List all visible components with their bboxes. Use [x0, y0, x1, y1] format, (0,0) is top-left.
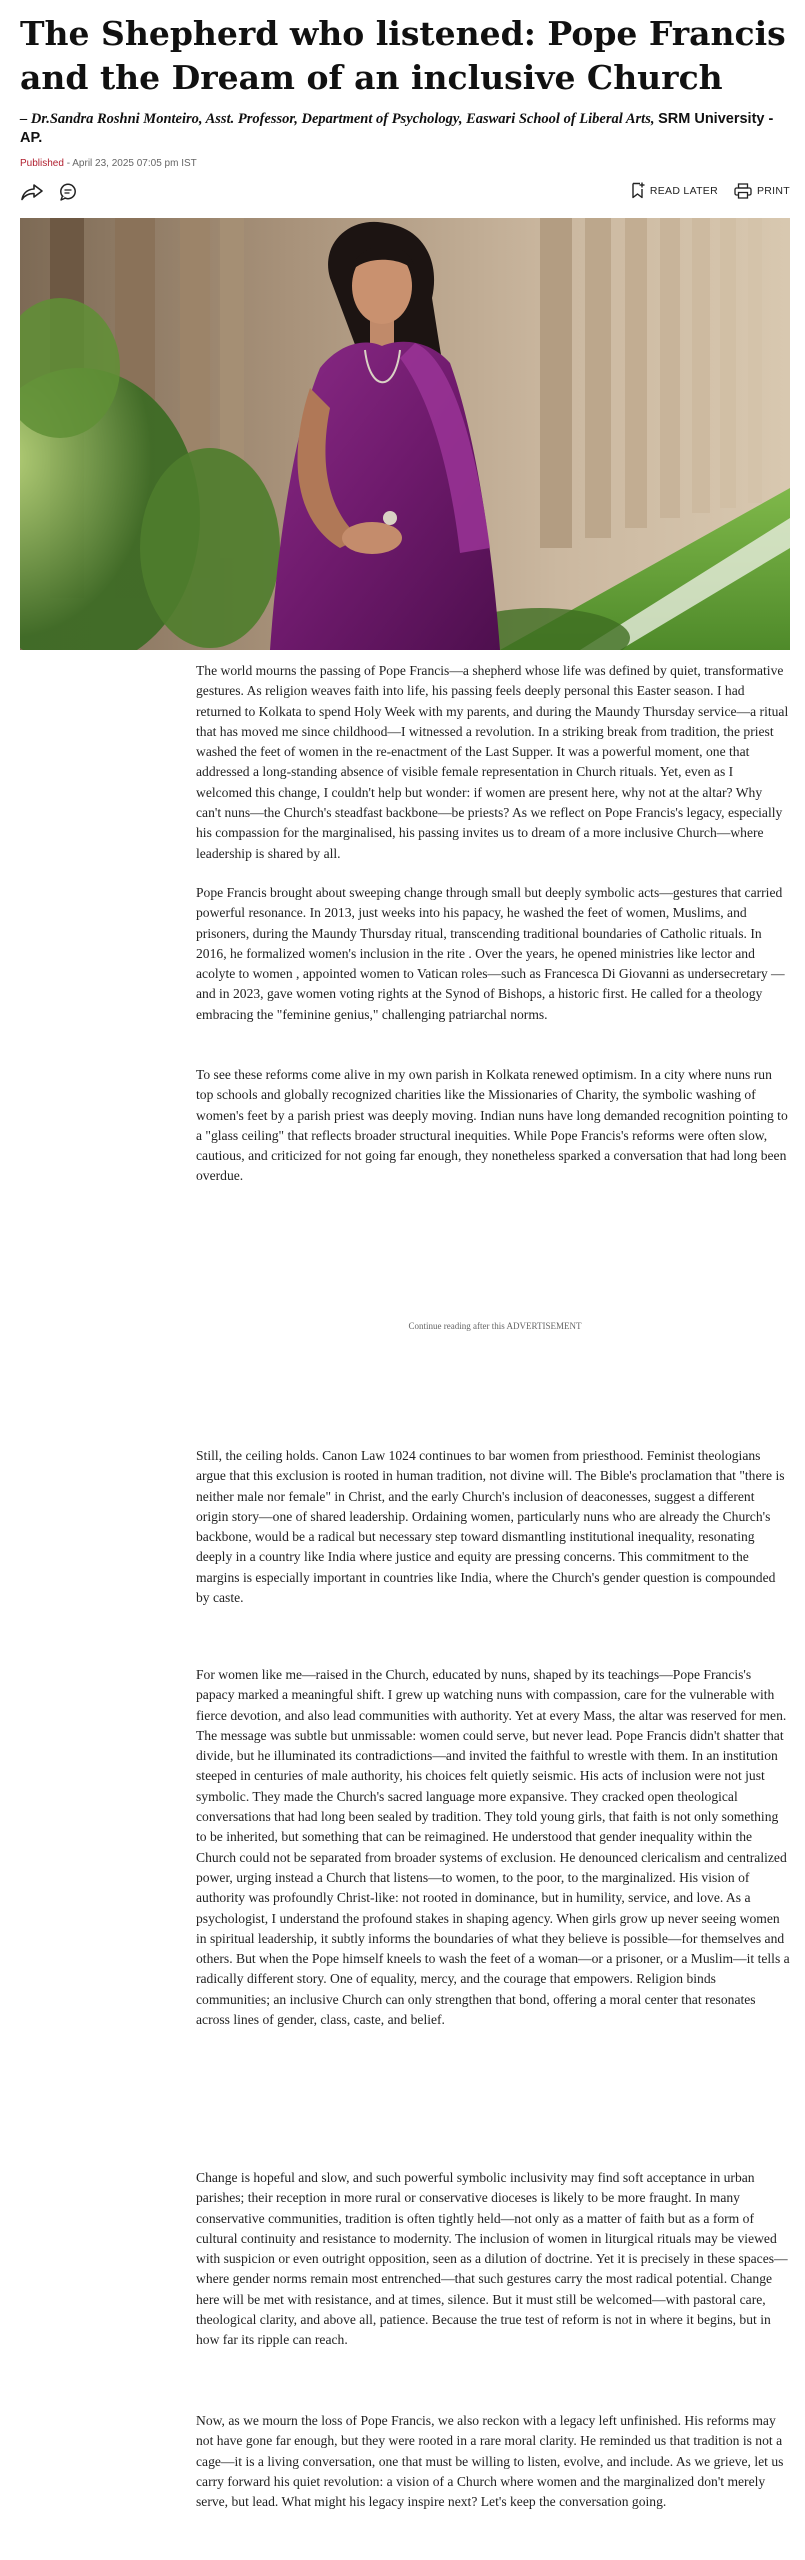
print-button[interactable]: [734, 183, 790, 199]
advertisement-slot: [196, 1338, 790, 1438]
paragraph-text: Change is hopeful and slow, and such powerful symbolic inclusivity may find soft acceptance in urban parishes; their reception in more rural or conservative dioceses is likely to be more fraught. In many conservative communities, tradition is often tightly held—not only as a matter of faith but as a form of cultural continuity and resistance to modernity. The inclusion of women in liturgical rituals may be viewed with suspicion or even outright opposition, seen as a dilution of doctrine. Yet it is precisely in these spaces—where gender norms remain most entrenched—that such gestures carry the most radical potential. Change here will be met with resistance, and at times, silence. But it must still be welcomed—with pastoral care, theological clarity, and above all, patience. Because the true test of reform is not in where it begins, but in how far its ripple can reach.: [196, 2170, 788, 2348]
published-dateline: [20, 158, 197, 169]
article-paragraph-7: [196, 2411, 790, 2512]
published-label: Published: [20, 158, 64, 169]
hero-photo-illustration: [20, 218, 790, 650]
share-icon[interactable]: [20, 183, 44, 201]
paragraph-text: The world mourns the passing of Pope Francis—a shepherd whose life was defined by quiet, transformative gestures. As religion weaves faith into life, his passing feels deeply personal this Easter season. I had returned to Kolkata to spend Holy Week with my parents, and during the Maundy Thursday service—a ritual that has moved me since childhood—I witnessed a revolution. In a striking break from tradition, the priest washed the feet of women in the re-enactment of the Last Supper. It was a powerful moment, one that addressed a long-standing absence of visible female representation in Church rituals. Yet, even as I welcomed this change, I couldn't help but wonder: if women are present here, why not at the altar? Why can't nuns—the Church's steadfast backbone—be priests? As we reflect on Pope Francis's legacy, especially his compassion for the marginalised, his passing invites us to dream of a more inclusive Church—where leadership is shared by all.: [196, 663, 789, 861]
bookmark-add-icon: [631, 182, 645, 199]
comment-icon[interactable]: [58, 182, 78, 202]
paragraph-text: For women like me—raised in the Church, educated by nuns, shaped by its teachings—Pope Francis's papacy marked a meaningful shift. I grew up watching nuns with compassion, care for the vulnerable with fierce devotion, and also lead communities with authority. Yet at every Mass, the altar was reserved for men. The message was subtle but unmissable: women could serve, but never lead. Pope Francis didn't shatter that divide, but he illuminated its contradictions—and invited the faithful to wrestle with them. In an institution steeped in centuries of male authority, his choices felt quietly seismic. His acts of inclusion were not just symbolic. They made the Church's sacred language more expansive. They cracked open theological conversations that had long been sealed by tradition. They told young girls, that faith is not only something to be inherited, but something that can be reimagined. He understood that gender inequality within the Church could not be separated from broader systems of exclusion. He denounced clericalism and centralized power, urging instead a Church that listens—to women, to the poor, to the marginalized. His vision of authority was profoundly Christ-like: not rooted in dominance, but in humility, service, and love. As a psychologist, I understand the profound stakes in shaping agency. When girls grow up never seeing women in spiritual leadership, it subtly informs the boundaries of what they believe is possible—for themselves and others. But when the Pope himself kneels to wash the feet of a woman—or a prisoner, or a Muslim—it tells a radically different story. One of equality, mercy, and the courage that empowers. Religion binds communities; an inclusive Church can only strengthen that bond, offering a moral center that resonates across lines of gender, class, caste, and belief.: [196, 1667, 790, 2028]
article-paragraph-4: [196, 1446, 790, 1608]
print-label: PRINT: [757, 184, 790, 197]
read-later-label: READ LATER: [649, 184, 718, 197]
article-paragraph-1: [196, 661, 790, 864]
printer-icon: [734, 183, 752, 199]
paragraph-text: Now, as we mourn the loss of Pope Francis, we also reckon with a legacy left unfinished. His reforms may not have gone far enough, but they were rooted in a rare moral clarity. He reminded us that tradition is not a cage—it is a living conversation, one that must be willing to listen, evolve, and include. As we grieve, let us carry forward his quiet revolution: a vision of a Church where women and the marginalized don't merely serve, but lead. What might his legacy inspire next? Let's keep the conversation going.: [196, 2413, 784, 2510]
article-toolbar: [20, 182, 790, 206]
read-later-button[interactable]: [631, 182, 718, 199]
article-paragraph-6: [196, 2168, 790, 2351]
article-paragraph-3: [196, 1065, 790, 1187]
byline-institution: SRM University -AP.: [20, 111, 774, 146]
advertisement-note: Continue reading after this ADVERTISEMENT: [408, 1321, 582, 1331]
hero-image: [20, 218, 790, 650]
article-headline: The Shepherd who listened: Pope Francis and the Dream of an inclusive Church: [20, 14, 786, 97]
article-paragraph-2: [196, 883, 790, 1025]
paragraph-text: To see these reforms come alive in my own parish in Kolkata renewed optimism. In a city where nuns run top schools and globally recognized charities like the Missionaries of Charity, the symbolic washing of women's feet by a parish priest was deeply moving. Indian nuns have long demanded recognition pointing to a "glass ceiling" that reflects broader structural inequities. While Pope Francis's reforms were often slow, cautious, and criticized for not going far enough, they nonetheless sparked a conversation that had long been overdue.: [196, 1067, 788, 1184]
published-date: - April 23, 2025 07:05 pm IST: [63, 158, 197, 169]
paragraph-text: Still, the ceiling holds. Canon Law 1024 continues to bar women from priesthood. Feminist theologians argue that this exclusion is rooted in human tradition, not divine will. The Bible's proclamation that "there is neither male nor female" in Christ, and the early Church's inclusion of deaconesses, suggest a different origin story—one of shared leadership. Ordaining women, particularly nuns who are already the Church's backbone, would be a radical but necessary step toward dismantling institutional inequality, resonating deeply in a country like India where justice and equity are pressing concerns. This commitment to the margins is especially important in countries like India, where the Church's gender question is compounded by caste.: [196, 1448, 785, 1606]
article-paragraph-5: [196, 1665, 790, 2030]
byline-author: – Dr.Sandra Roshni Monteiro, Asst. Professor, Department of Psychology, Easwari School of Liberal Arts,: [20, 111, 659, 127]
article-byline: [20, 110, 790, 148]
paragraph-text: Pope Francis brought about sweeping change through small but deeply symbolic acts—gestures that carried powerful resonance. In 2013, just weeks into his papacy, he washed the feet of women, Muslims, and prisoners, during the Maundy Thursday ritual, transcending traditional boundaries of Catholic rituals. In 2016, he formalized women's inclusion in the rite . Over the years, he opened ministries like lector and acolyte to women , appointed women to Vatican roles—such as Francesca Di Giovanni as undersecretary — and in 2023, gave women voting rights at the Synod of Bishops, a historic first. He called for a theology embracing the "feminine genius," challenging patriarchal norms.: [196, 885, 785, 1022]
